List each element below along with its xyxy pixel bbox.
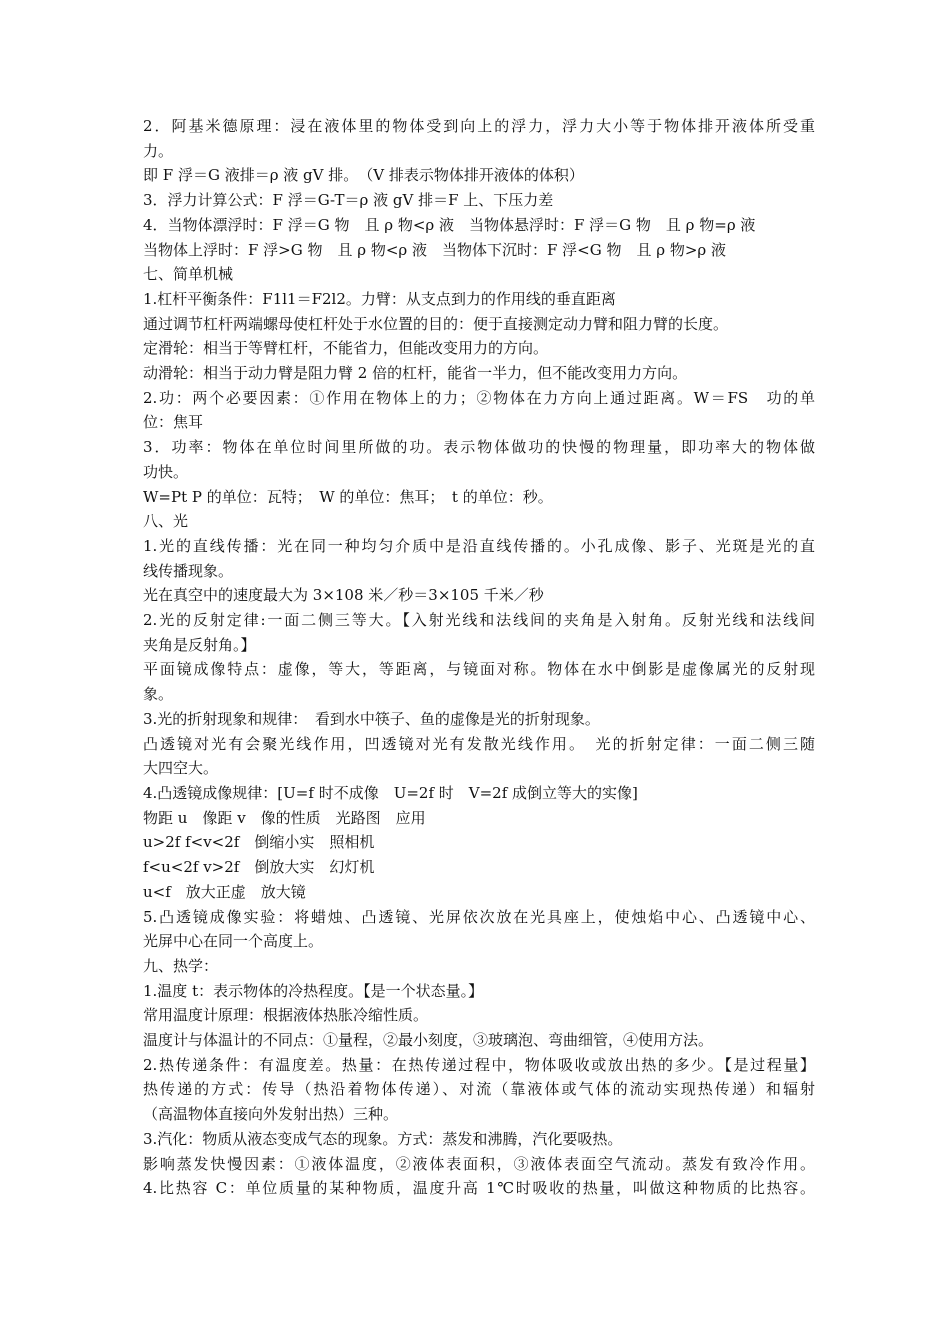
text-line: 位：焦耳 [143, 413, 204, 432]
text-line: 2.功：两个必要因素：①作用在物体上的力；②物体在力方向上通过距离。W＝FS 功的单 [143, 388, 815, 407]
text-line: 通过调节杠杆两端螺母使杠杆处于水位置的目的：便于直接测定动力臂和阻力臂的长度。 [143, 314, 729, 333]
section-heading: 八、光 [143, 512, 189, 531]
text-line: 光屏中心在同一个高度上。 [143, 932, 324, 951]
text-line: 平面镜成像特点：虚像，等大，等距离，与镜面对称。物体在水中倒影是虚像属光的反射现 [143, 660, 815, 679]
text-line: 1.温度 t：表示物体的冷热程度。【是一个状态量。】 [143, 981, 484, 1000]
text-line: 大四空大。 [143, 759, 219, 778]
text-line: 线传播现象。 [143, 561, 234, 580]
text-line: 4.比热容 C：单位质量的某种物质，温度升高 1℃时吸收的热量，叫做这种物质的比热容。 [143, 1179, 815, 1198]
text-line: 4．当物体漂浮时：F 浮＝G 物 且 ρ 物<ρ 液 当物体悬浮时：F 浮＝G 物 且 ρ 物=ρ 液 [143, 215, 756, 234]
text-line: 4.凸透镜成像规律：[U=f 时不成像 U=2f 时 V=2f 成倒立等大的实像] [143, 783, 638, 802]
text-line: 夹角是反射角。】 [143, 635, 256, 654]
text-line: 象。 [143, 685, 174, 704]
text-line: 温度计与体温计的不同点：①量程，②最小刻度，③玻璃泡、弯曲细管，④使用方法。 [143, 1031, 714, 1050]
text-line: 光在真空中的速度最大为 3×108 米／秒＝3×105 千米／秒 [143, 586, 544, 605]
text-line: 凸透镜对光有会聚光线作用，凹透镜对光有发散光线作用。 光的折射定律：一面二侧三随 [143, 734, 815, 753]
text-line: 1.杠杆平衡条件：F1l1＝F2l2。力臂：从支点到力的作用线的垂直距离 [143, 289, 616, 308]
section-heading: 七、简单机械 [143, 265, 234, 284]
text-line: 5.凸透镜成像实验：将蜡烛、凸透镜、光屏依次放在光具座上，使烛焰中心、凸透镜中心、 [143, 907, 815, 926]
text-line: 定滑轮：相当于等臂杠杆，不能省力，但能改变用力的方向。 [143, 339, 549, 358]
table-row-line: u<f 放大正虚 放大镜 [143, 882, 306, 901]
text-line: 常用温度计原理：根据液体热胀冷缩性质。 [143, 1006, 429, 1025]
text-line: 3．功率：物体在单位时间里所做的功。表示物体做功的快慢的物理量，即功率大的物体做 [143, 438, 815, 457]
text-line: 3．浮力计算公式：F 浮＝G-T＝ρ 液 gV 排＝F 上、下压力差 [143, 191, 554, 210]
text-line: W=Pt P 的单位：瓦特； W 的单位：焦耳； t 的单位：秒。 [143, 487, 553, 506]
text-line: 3.光的折射现象和规律： 看到水中筷子、鱼的虚像是光的折射现象。 [143, 709, 600, 728]
table-row-line: u>2f f<v<2f 倒缩小实 照相机 [143, 833, 375, 852]
text-line: 力。 [143, 141, 174, 160]
text-line: 2.光的反射定律:一面二侧三等大。【入射光线和法线间的夹角是入射角。反射光线和法线间 [143, 611, 815, 630]
text-line: 功快。 [143, 462, 189, 481]
text-line: 即 F 浮＝G 液排＝ρ 液 gV 排。 （V 排表示物体排开液体的体积） [143, 166, 584, 185]
text-line: 当物体上浮时：F 浮>G 物 且 ρ 物<ρ 液 当物体下沉时：F 浮<G 物 且 ρ 物>ρ 液 [143, 240, 727, 259]
text-line: 动滑轮：相当于动力臂是阻力臂 2 倍的杠杆，能省一半力，但不能改变用力方向。 [143, 364, 688, 383]
document-body [143, 114, 815, 1201]
text-line: 影响蒸发快慢因素：①液体温度，②液体表面积，③液体表面空气流动。蒸发有致冷作用。 [143, 1154, 815, 1173]
text-line: 1.光的直线传播：光在同一种均匀介质中是沿直线传播的。小孔成像、影子、光斑是光的直 [143, 536, 815, 555]
text-line: 3.汽化：物质从液态变成气态的现象。方式：蒸发和沸腾，汽化要吸热。 [143, 1129, 623, 1148]
text-line: 2．阿基米德原理：浸在液体里的物体受到向上的浮力，浮力大小等于物体排开液体所受重 [143, 117, 815, 135]
text-line: 热传递的方式：传导（热沿着物体传递）、对流（靠液体或气体的流动实现热传递）和辐射 [143, 1080, 815, 1099]
table-row-line: f<u<2f v>2f 倒放大实 幻灯机 [143, 858, 375, 877]
section-heading: 九、热学： [143, 956, 219, 975]
text-line: （高温物体直接向外发射出热）三种。 [143, 1105, 399, 1124]
table-header-line: 物距 u 像距 v 像的性质 光路图 应用 [143, 808, 426, 827]
text-line: 2.热传递条件：有温度差。热量：在热传递过程中，物体吸收或放出热的多少。【是过程量】 [143, 1055, 815, 1074]
